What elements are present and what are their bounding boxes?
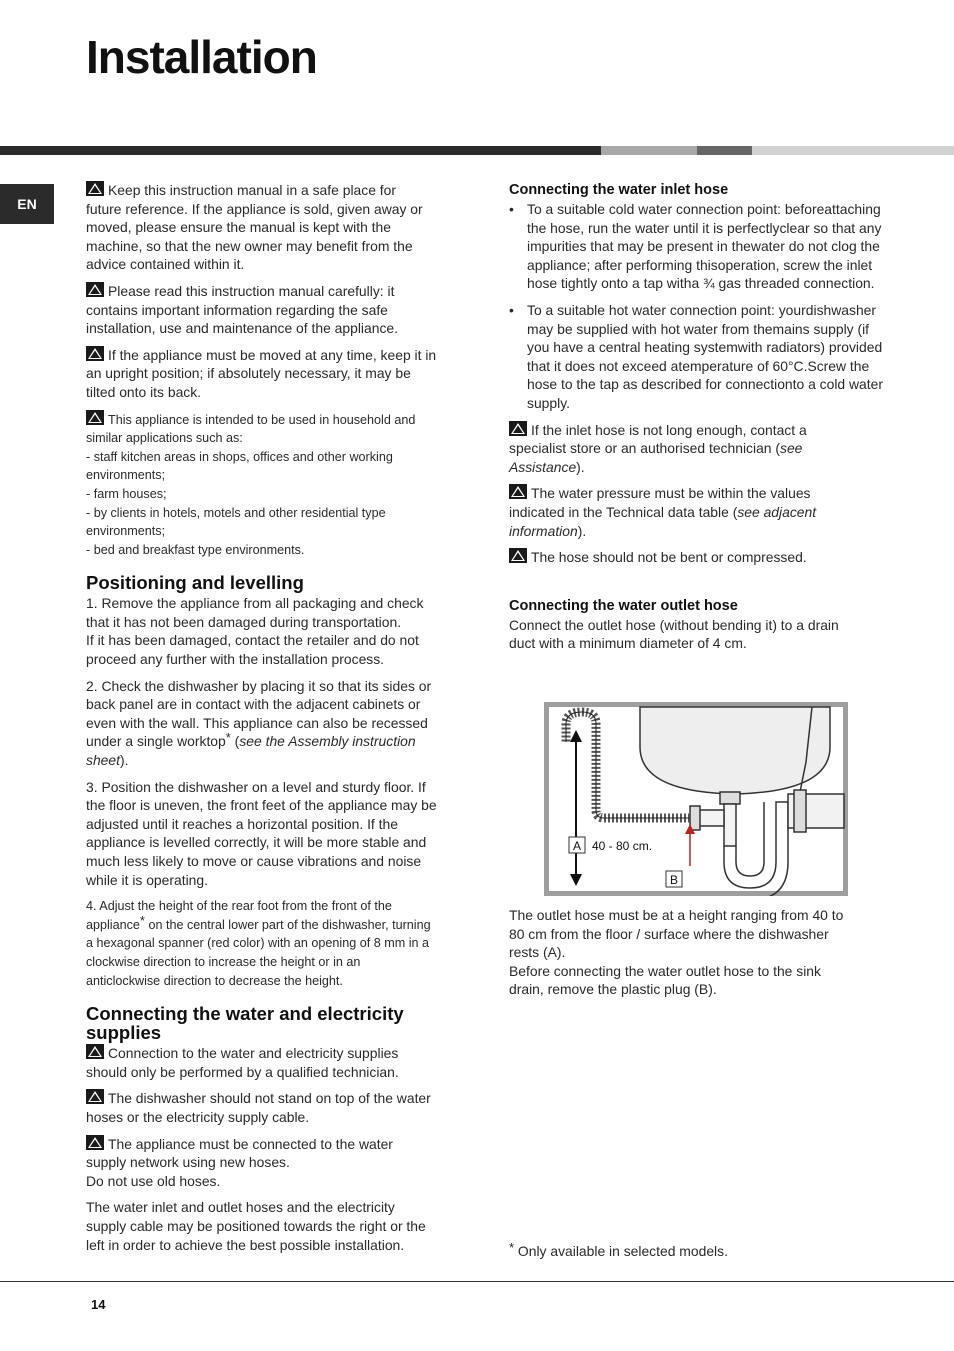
text-fragment: supply cable may be positioned towards the right or the xyxy=(86,1217,426,1234)
text-fragment: proceed any further with the installation process. xyxy=(86,651,385,668)
inlet-hose-heading: Connecting the water inlet hose xyxy=(509,182,729,198)
text-line xyxy=(86,871,466,890)
drain-collar xyxy=(720,792,740,804)
italic-reference: Assistance xyxy=(509,458,577,475)
text-fragment: If the appliance must be moved at any time, keep it in xyxy=(108,346,437,363)
label-b: B xyxy=(669,873,679,887)
warning-triangle-icon xyxy=(86,181,104,196)
text-fragment: to a cold water supply. xyxy=(527,376,883,411)
text-line xyxy=(86,383,466,402)
text-line xyxy=(86,613,466,632)
text-fragment: tilted onto its back. xyxy=(86,383,202,400)
text-line xyxy=(509,906,889,925)
text-line xyxy=(86,650,466,669)
inlet-hot-water-item xyxy=(509,301,889,413)
bullet-dot: • xyxy=(509,201,514,217)
warning-hoses-cable xyxy=(86,1089,466,1126)
text-line xyxy=(86,594,466,613)
text-fragment: To a suitable cold water connection point: before xyxy=(527,201,825,217)
footnote-star: * xyxy=(225,730,231,746)
text-fragment: installation, use and maintenance of the appliance. xyxy=(86,320,398,337)
text-line xyxy=(86,1089,466,1108)
bullet-text xyxy=(527,301,889,413)
pipe-nut xyxy=(794,790,806,832)
text-fragment: Connect the outlet hose (without bending it) to a drain xyxy=(509,616,839,633)
text-fragment: rests (A). xyxy=(509,944,566,961)
text-line xyxy=(509,503,889,522)
warning-upright xyxy=(86,346,466,402)
italic-reference: sheet xyxy=(86,752,120,769)
text-line: 2. Check the dishwasher by placing it so that its sides or xyxy=(86,677,432,694)
right-column xyxy=(509,181,889,661)
text-fragment: machine, so that the new owner may benefit from the xyxy=(86,237,413,254)
text-fragment: attaching the hose, run the water until it is perfectly xyxy=(527,201,881,236)
outlet-hose-diagram xyxy=(544,702,848,896)
text-line xyxy=(86,1044,466,1063)
text-fragment: ( xyxy=(230,733,240,750)
text-fragment: Keep this instruction manual in a safe place for xyxy=(108,182,397,198)
text-line xyxy=(527,302,806,318)
text-fragment: operation, screw the inlet hose tightly onto a tap with xyxy=(527,256,873,292)
warning-hose-bent xyxy=(509,548,889,567)
text-fragment: The water pressure must be within the values xyxy=(531,485,811,502)
text-fragment: while it is operating. xyxy=(86,871,208,888)
positioning-heading: Positioning and levelling xyxy=(86,572,304,594)
spigot-nut xyxy=(690,806,700,830)
bottom-rule xyxy=(0,1281,954,1282)
text-line xyxy=(86,237,466,256)
text-line xyxy=(86,541,466,560)
warning-household-use xyxy=(86,410,466,560)
text-fragment: temperature of 60°C. xyxy=(678,357,808,374)
label-a: A xyxy=(572,839,582,853)
positioning-step-3 xyxy=(86,778,466,890)
text-fragment: specialist store or an authorised technician ( xyxy=(509,440,781,457)
text-line: 4. Adjust the height of the rear foot from the front of the xyxy=(86,899,392,914)
text-line xyxy=(86,852,466,871)
text-line xyxy=(86,200,466,219)
positioning-step-4 xyxy=(86,897,466,990)
footnote-star: * xyxy=(509,1240,515,1255)
header-color-band xyxy=(0,146,954,155)
text-fragment: Please read this instruction manual carefully: it xyxy=(108,282,395,299)
text-line xyxy=(86,504,466,523)
header-band-dark xyxy=(0,146,601,155)
text-line xyxy=(509,634,889,653)
text-fragment: a ¾ gas threaded connection. xyxy=(691,275,875,292)
text-fragment: Before connecting the water outlet hose to the sink xyxy=(509,962,821,979)
text-line xyxy=(86,778,466,797)
text-line xyxy=(86,815,466,834)
text-line: back panel are in contact with the adjacent cabinets or xyxy=(86,696,421,713)
text-fragment: duct with a minimum diameter of 4 cm. xyxy=(509,635,747,652)
warning-inlet-length xyxy=(509,421,889,477)
text-line xyxy=(509,522,889,541)
text-line xyxy=(86,1217,466,1236)
text-fragment: environments; xyxy=(86,468,166,483)
text-fragment: To a suitable hot water connection point: your xyxy=(527,301,806,318)
text-fragment: If it has been damaged, contact the retailer and do not xyxy=(86,632,419,649)
text-fragment: that it has not been damaged during transportation. xyxy=(86,613,402,630)
text-line xyxy=(527,201,824,217)
text-fragment: mains supply (if you have a central heating system xyxy=(527,320,870,356)
text-fragment: moved, please ensure the manual is kept with the xyxy=(86,219,391,236)
text-fragment: environments; xyxy=(86,524,166,539)
warning-keep-manual xyxy=(86,181,466,274)
warning-triangle-icon xyxy=(509,484,527,499)
text-line xyxy=(86,485,466,504)
text-line xyxy=(86,1135,466,1154)
height-range-label: 40 - 80 cm. xyxy=(592,839,653,853)
text-fragment: dishwasher may be supplied with hot water from the xyxy=(527,301,877,337)
text-fragment: ). xyxy=(119,752,129,769)
text-fragment: clear so that any impurities that may be present in the xyxy=(527,219,882,255)
outlet-hose-text xyxy=(509,616,889,653)
text-line xyxy=(678,358,807,374)
text-fragment: 80 cm from the floor / surface where the dishwasher xyxy=(509,925,829,942)
heading-line: Connecting the water and electricity xyxy=(86,1003,404,1025)
text-fragment: future reference. If the appliance is sold, given away or xyxy=(86,200,423,217)
text-line xyxy=(86,522,466,541)
supplies-heading xyxy=(86,1004,466,1042)
text-line xyxy=(86,1236,466,1255)
text-line xyxy=(86,218,466,237)
text-fragment: - staff kitchen areas in shops, offices and other working xyxy=(86,449,393,464)
text-fragment: drain, remove the plastic plug (B). xyxy=(509,981,717,998)
positioning-step-1 xyxy=(86,594,466,668)
text-fragment: Screw the hose to the tap as described for connection xyxy=(527,357,870,393)
text-fragment: appliance xyxy=(86,917,140,932)
text-line xyxy=(86,255,466,274)
text-fragment: an upright position; if absolutely necessary, it may be xyxy=(86,365,411,382)
text-fragment: The appliance must be connected to the water xyxy=(108,1135,393,1152)
text-line xyxy=(86,1108,466,1127)
header-band-mid xyxy=(697,146,752,155)
text-fragment: If the inlet hose is not long enough, contact a xyxy=(531,421,807,438)
warning-triangle-icon xyxy=(86,346,104,361)
warning-triangle-icon xyxy=(509,421,527,436)
text-line xyxy=(509,548,889,567)
text-line xyxy=(86,631,466,650)
text-line xyxy=(86,833,466,852)
text-fragment: The outlet hose must be at a height ranging from 40 to xyxy=(509,907,844,923)
text-line xyxy=(86,319,466,338)
text-line xyxy=(691,275,874,291)
text-fragment: appliance is levelled correctly, it will be more stable and xyxy=(86,834,427,851)
warning-qualified-technician xyxy=(86,1044,466,1081)
heading-line: supplies xyxy=(86,1022,162,1044)
text-line xyxy=(86,732,466,751)
warning-triangle-icon xyxy=(86,1089,104,1104)
text-fragment: The hose should not be bent or compressed. xyxy=(531,549,807,566)
text-line xyxy=(509,421,889,440)
text-line xyxy=(86,796,466,815)
text-line xyxy=(86,282,466,301)
footnote-star: * xyxy=(139,912,145,928)
positioning-step-2 xyxy=(86,677,466,770)
text-fragment: 3. Position the dishwasher on a level and sturdy floor. If xyxy=(86,778,426,795)
warning-water-pressure xyxy=(509,484,889,540)
text-line xyxy=(86,751,466,770)
italic-reference: see the Assembly instruction xyxy=(239,733,416,750)
bullet-text xyxy=(527,200,889,293)
outlet-height-text xyxy=(509,906,889,999)
warning-read-manual xyxy=(86,282,466,338)
warning-triangle-icon xyxy=(86,1044,104,1059)
text-fragment: contains important information regarding the safe xyxy=(86,301,388,318)
page-number: 14 xyxy=(91,1297,106,1312)
inlet-cold-water-item xyxy=(509,200,889,293)
footnote xyxy=(509,1240,728,1259)
text-line xyxy=(86,466,466,485)
warning-triangle-icon xyxy=(86,1135,104,1150)
warning-triangle-icon xyxy=(86,410,104,425)
text-fragment: The water inlet and outlet hoses and the electricity xyxy=(86,1199,395,1216)
warning-triangle-icon xyxy=(86,282,104,297)
text-fragment: adjusted until it reaches a horizontal position. If the xyxy=(86,815,398,832)
text-line xyxy=(86,448,466,467)
text-line xyxy=(509,616,889,635)
text-fragment: under a single worktop xyxy=(86,733,226,750)
text-line: a hexagonal spanner (red color) with an opening of 8 mm in a xyxy=(86,936,430,951)
text-line xyxy=(509,484,889,503)
text-line xyxy=(86,1172,466,1191)
text-fragment: supply network using new hoses. xyxy=(86,1154,290,1171)
left-column xyxy=(86,181,466,1262)
text-fragment: This appliance is intended to be used in household and xyxy=(108,412,416,427)
text-line xyxy=(509,439,889,458)
text-line xyxy=(509,458,889,477)
language-tab: EN xyxy=(0,184,54,224)
text-fragment: water do not clog the appliance; after performing this xyxy=(527,238,880,273)
text-line xyxy=(86,181,466,200)
text-fragment: Connection to the water and electricity supplies xyxy=(108,1045,399,1062)
text-fragment: ). xyxy=(577,522,587,539)
text-fragment: ). xyxy=(576,458,585,475)
text-line: clockwise direction to increase the height or in an xyxy=(86,954,361,969)
text-line xyxy=(509,962,889,981)
italic-reference: information xyxy=(509,522,578,539)
hoses-positioning-note xyxy=(86,1198,466,1254)
text-fragment: on the central lower part of the dishwasher, turning xyxy=(144,917,431,932)
text-fragment: the floor is uneven, the front feet of the appliance may be xyxy=(86,797,437,814)
text-line: anticlockwise direction to decrease the height. xyxy=(86,973,343,988)
text-line xyxy=(509,943,889,962)
text-line xyxy=(86,301,466,320)
warning-new-hoses xyxy=(86,1135,466,1191)
warning-triangle-icon xyxy=(509,548,527,563)
text-line xyxy=(509,925,889,944)
text-fragment: left in order to achieve the best possible installation. xyxy=(86,1236,405,1253)
text-line xyxy=(86,912,466,935)
header-band-light xyxy=(601,146,697,155)
text-fragment: advice contained within it. xyxy=(86,256,245,273)
text-line xyxy=(86,410,466,430)
text-line xyxy=(86,346,466,365)
text-fragment: hoses or the electricity supply cable. xyxy=(86,1108,310,1125)
text-fragment: - by clients in hotels, motels and other residential type xyxy=(86,505,386,520)
footnote-text: Only available in selected models. xyxy=(514,1243,728,1259)
outlet-height-note xyxy=(509,906,889,1007)
text-fragment: 1. Remove the appliance from all packaging and check xyxy=(86,595,424,612)
header-band-pale xyxy=(752,146,954,155)
text-line xyxy=(86,1063,466,1082)
text-fragment: indicated in the Technical data table ( xyxy=(509,503,738,520)
text-fragment: Do not use old hoses. xyxy=(86,1172,221,1189)
text-line xyxy=(86,1153,466,1172)
text-line xyxy=(509,980,889,999)
text-fragment: much less likely to move or cause vibrations and noise xyxy=(86,853,422,869)
text-fragment: - bed and breakfast type environments. xyxy=(86,542,305,557)
italic-reference: see adjacent xyxy=(737,503,817,520)
outlet-hose-heading: Connecting the water outlet hose xyxy=(509,597,738,614)
text-fragment: should only be performed by a qualified technician. xyxy=(86,1063,399,1080)
page-title: Installation xyxy=(86,31,317,83)
italic-reference: see xyxy=(780,440,803,457)
text-fragment: with radiators) provided that it does not exceed a xyxy=(527,339,883,374)
text-fragment: The dishwasher should not stand on top of the water xyxy=(108,1090,431,1107)
drain-pipe xyxy=(724,804,736,846)
text-fragment: - farm houses; xyxy=(86,486,167,501)
text-fragment: similar applications such as: xyxy=(86,431,243,446)
text-line: even with the wall. This appliance can also be recessed xyxy=(86,714,428,731)
text-line xyxy=(86,429,466,448)
text-line xyxy=(86,1198,466,1217)
bullet-dot: • xyxy=(509,301,514,318)
text-line xyxy=(86,364,466,383)
